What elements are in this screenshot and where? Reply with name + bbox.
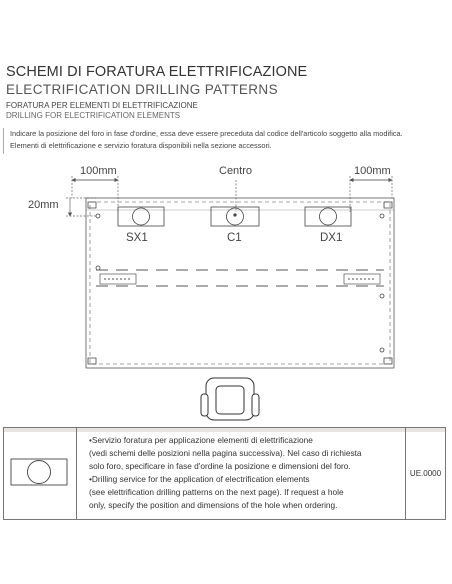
instruction-note: [0, 124, 452, 156]
subtitle-italian: FORATURA PER ELEMENTI DI ELETTRIFICAZIONE: [6, 101, 198, 110]
hole-label-sx1: SX1: [126, 232, 148, 244]
description-line: (vedi schemi delle posizioni nella pagina successiva). Nel caso di richiesta: [89, 448, 362, 458]
dim-label-vertical: 20mm: [28, 199, 59, 211]
office-chair: [201, 378, 259, 420]
service-table: [3, 427, 446, 520]
table-icon-cell: [4, 428, 77, 519]
dim-label-left: 100mm: [80, 165, 117, 177]
description-line: •Drilling service for the application of electrification elements: [89, 474, 310, 484]
article-code: UE.0000: [409, 469, 442, 478]
description-line: (see elettrification drilling patterns on the next page). If request a hole: [89, 487, 344, 497]
description-line: only, specify the position and dimensions of the hole when ordering.: [89, 500, 338, 510]
hole-label-dx1: DX1: [320, 232, 343, 244]
note-side-rule: [3, 128, 4, 154]
table-code-cell: [406, 428, 445, 519]
hole-symbol-icon: [4, 428, 76, 519]
dim-label-right: 100mm: [354, 165, 391, 177]
description-line: •Servizio foratura per applicazione elementi di elettrificazione: [89, 435, 313, 445]
description-line: solo foro, specificare in fase d'ordine la posizione e dimensioni del foro.: [89, 461, 351, 471]
note-line-2: Elementi di elettrificazione e servizio foratura disponibili nella sezione accessori.: [10, 141, 272, 150]
title-english: ELECTRIFICATION DRILLING PATTERNS: [6, 82, 278, 97]
dim-label-center: Centro: [219, 165, 253, 177]
subtitle-english: DRILLING FOR ELECTRIFICATION ELEMENTS: [6, 111, 181, 120]
hole-label-c1: C1: [227, 232, 242, 244]
table-description-cell: [77, 428, 406, 519]
note-line-1: Indicare la posizione del foro in fase d'ordine, essa deve essere preceduta dal codice dell'articolo soggetto alla modifica.: [10, 129, 403, 138]
desk-drilling-diagram: [0, 158, 452, 424]
cable-tray: [96, 270, 384, 286]
title-italian: SCHEMI DI FORATURA ELETTRIFICAZIONE: [6, 64, 308, 80]
